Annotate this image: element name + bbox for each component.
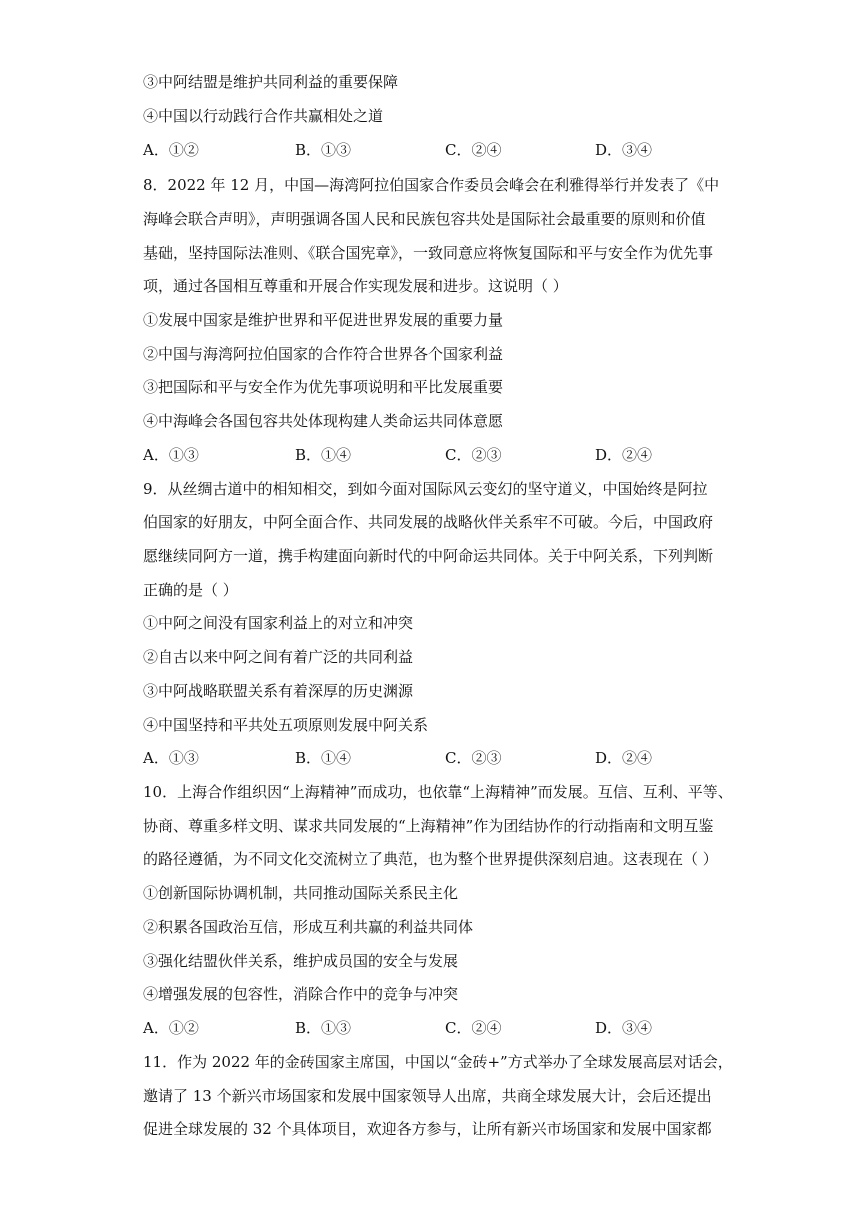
q10-stem-line: 的路径遵循，为不同文化交流树立了典范，也为整个世界提供深刻启迪。这表现在（ ） (143, 850, 718, 868)
q10-choice-a: A．①② (143, 1019, 199, 1037)
q8-choices (143, 445, 723, 465)
q9-stem-line: 9．从丝绸古道中的相知相交，到如今面对国际风云变幻的坚守道义，中国始终是阿拉 (143, 480, 708, 498)
q11-stem-line: 邀请了 13 个新兴市场国家和发展中国家领导人出席，共商全球发展大计，会后还提出 (143, 1087, 712, 1105)
q10-choice-c: C．②④ (445, 1019, 502, 1037)
q11-stem-line: 11．作为 2022 年的金砖国家主席国，中国以“金砖+”方式举办了全球发展高层对话会， (143, 1053, 733, 1071)
q8-choice-a: A．①③ (143, 446, 199, 464)
q9-option-3: ③中阿战略联盟关系有着深厚的历史渊源 (143, 682, 414, 700)
q8-option-1: ①发展中国家是维护世界和平促进世界发展的重要力量 (143, 311, 504, 329)
q10-option-3: ③强化结盟伙伴关系，维护成员国的安全与发展 (143, 952, 459, 970)
q8-option-4: ④中海峰会各国包容共处体现构建人类命运共同体意愿 (143, 412, 504, 430)
q9-stem-line: 愿继续同阿方一道，携手构建面向新时代的中阿命运共同体。关于中阿关系，下列判断 (143, 547, 714, 565)
q10-choice-d: D．③④ (595, 1019, 653, 1037)
q8-stem-line: 基础，坚持国际法准则、《联合国宪章》，一致同意应将恢复国际和平与安全作为优先事 (143, 244, 714, 262)
q10-stem-line: 10．上海合作组织因“上海精神”而成功，也依靠“上海精神”而发展。互信、互利、平等、 (143, 783, 733, 801)
q8-stem-line: 海峰会联合声明》，声明强调各国人民和民族包容共处是国际社会最重要的原则和价值 (143, 210, 706, 228)
q8-stem-line: 8．2022 年 12 月，中国—海湾阿拉伯国家合作委员会峰会在利雅得举行并发表了《中 (143, 176, 720, 194)
q9-choices (143, 748, 723, 768)
q7-choices (143, 140, 723, 160)
q7-option-3: ③中阿结盟是维护共同利益的重要保障 (143, 73, 399, 91)
q7-option-4: ④中国以行动践行合作共赢相处之道 (143, 107, 384, 125)
q8-stem-line: 项，通过各国相互尊重和开展合作实现发展和进步。这说明（ ） (143, 277, 568, 295)
q7-choice-c: C．②④ (445, 141, 502, 159)
q10-stem-line: 协商、尊重多样文明、谋求共同发展的“上海精神”作为团结协作的行动指南和文明互鉴 (143, 817, 714, 835)
q10-option-2: ②积累各国政治互信，形成互利共赢的利益共同体 (143, 918, 474, 936)
q10-option-4: ④增强发展的包容性，消除合作中的竞争与冲突 (143, 985, 459, 1003)
q10-option-1: ①创新国际协调机制，共同推动国际关系民主化 (143, 884, 459, 902)
q10-choices (143, 1018, 723, 1038)
q10-choice-b: B．①③ (295, 1019, 352, 1037)
q8-choice-b: B．①④ (295, 446, 352, 464)
q9-option-2: ②自古以来中阿之间有着广泛的共同利益 (143, 648, 414, 666)
q9-choice-a: A．①③ (143, 749, 199, 767)
q7-choice-a: A．①② (143, 141, 199, 159)
q9-choice-c: C．②③ (445, 749, 502, 767)
q11-stem-line: 促进全球发展的 32 个具体项目，欢迎各方参与，让所有新兴市场国家和发展中国家都 (143, 1120, 712, 1138)
q9-option-4: ④中国坚持和平共处五项原则发展中阿关系 (143, 716, 429, 734)
q9-choice-d: D．②④ (595, 749, 653, 767)
q8-choice-c: C．②③ (445, 446, 502, 464)
q9-choice-b: B．①④ (295, 749, 352, 767)
q9-stem-line: 正确的是（ ） (143, 581, 238, 599)
q8-option-2: ②中国与海湾阿拉伯国家的合作符合世界各个国家利益 (143, 345, 504, 363)
q8-choice-d: D．②④ (595, 446, 653, 464)
q7-choice-d: D．③④ (595, 141, 653, 159)
q7-choice-b: B．①③ (295, 141, 352, 159)
q9-stem-line: 伯国家的好朋友，中阿全面合作、共同发展的战略伙伴关系牢不可破。今后，中国政府 (143, 513, 714, 531)
q9-option-1: ①中阿之间没有国家利益上的对立和冲突 (143, 614, 414, 632)
q8-option-3: ③把国际和平与安全作为优先事项说明和平比发展重要 (143, 378, 504, 396)
